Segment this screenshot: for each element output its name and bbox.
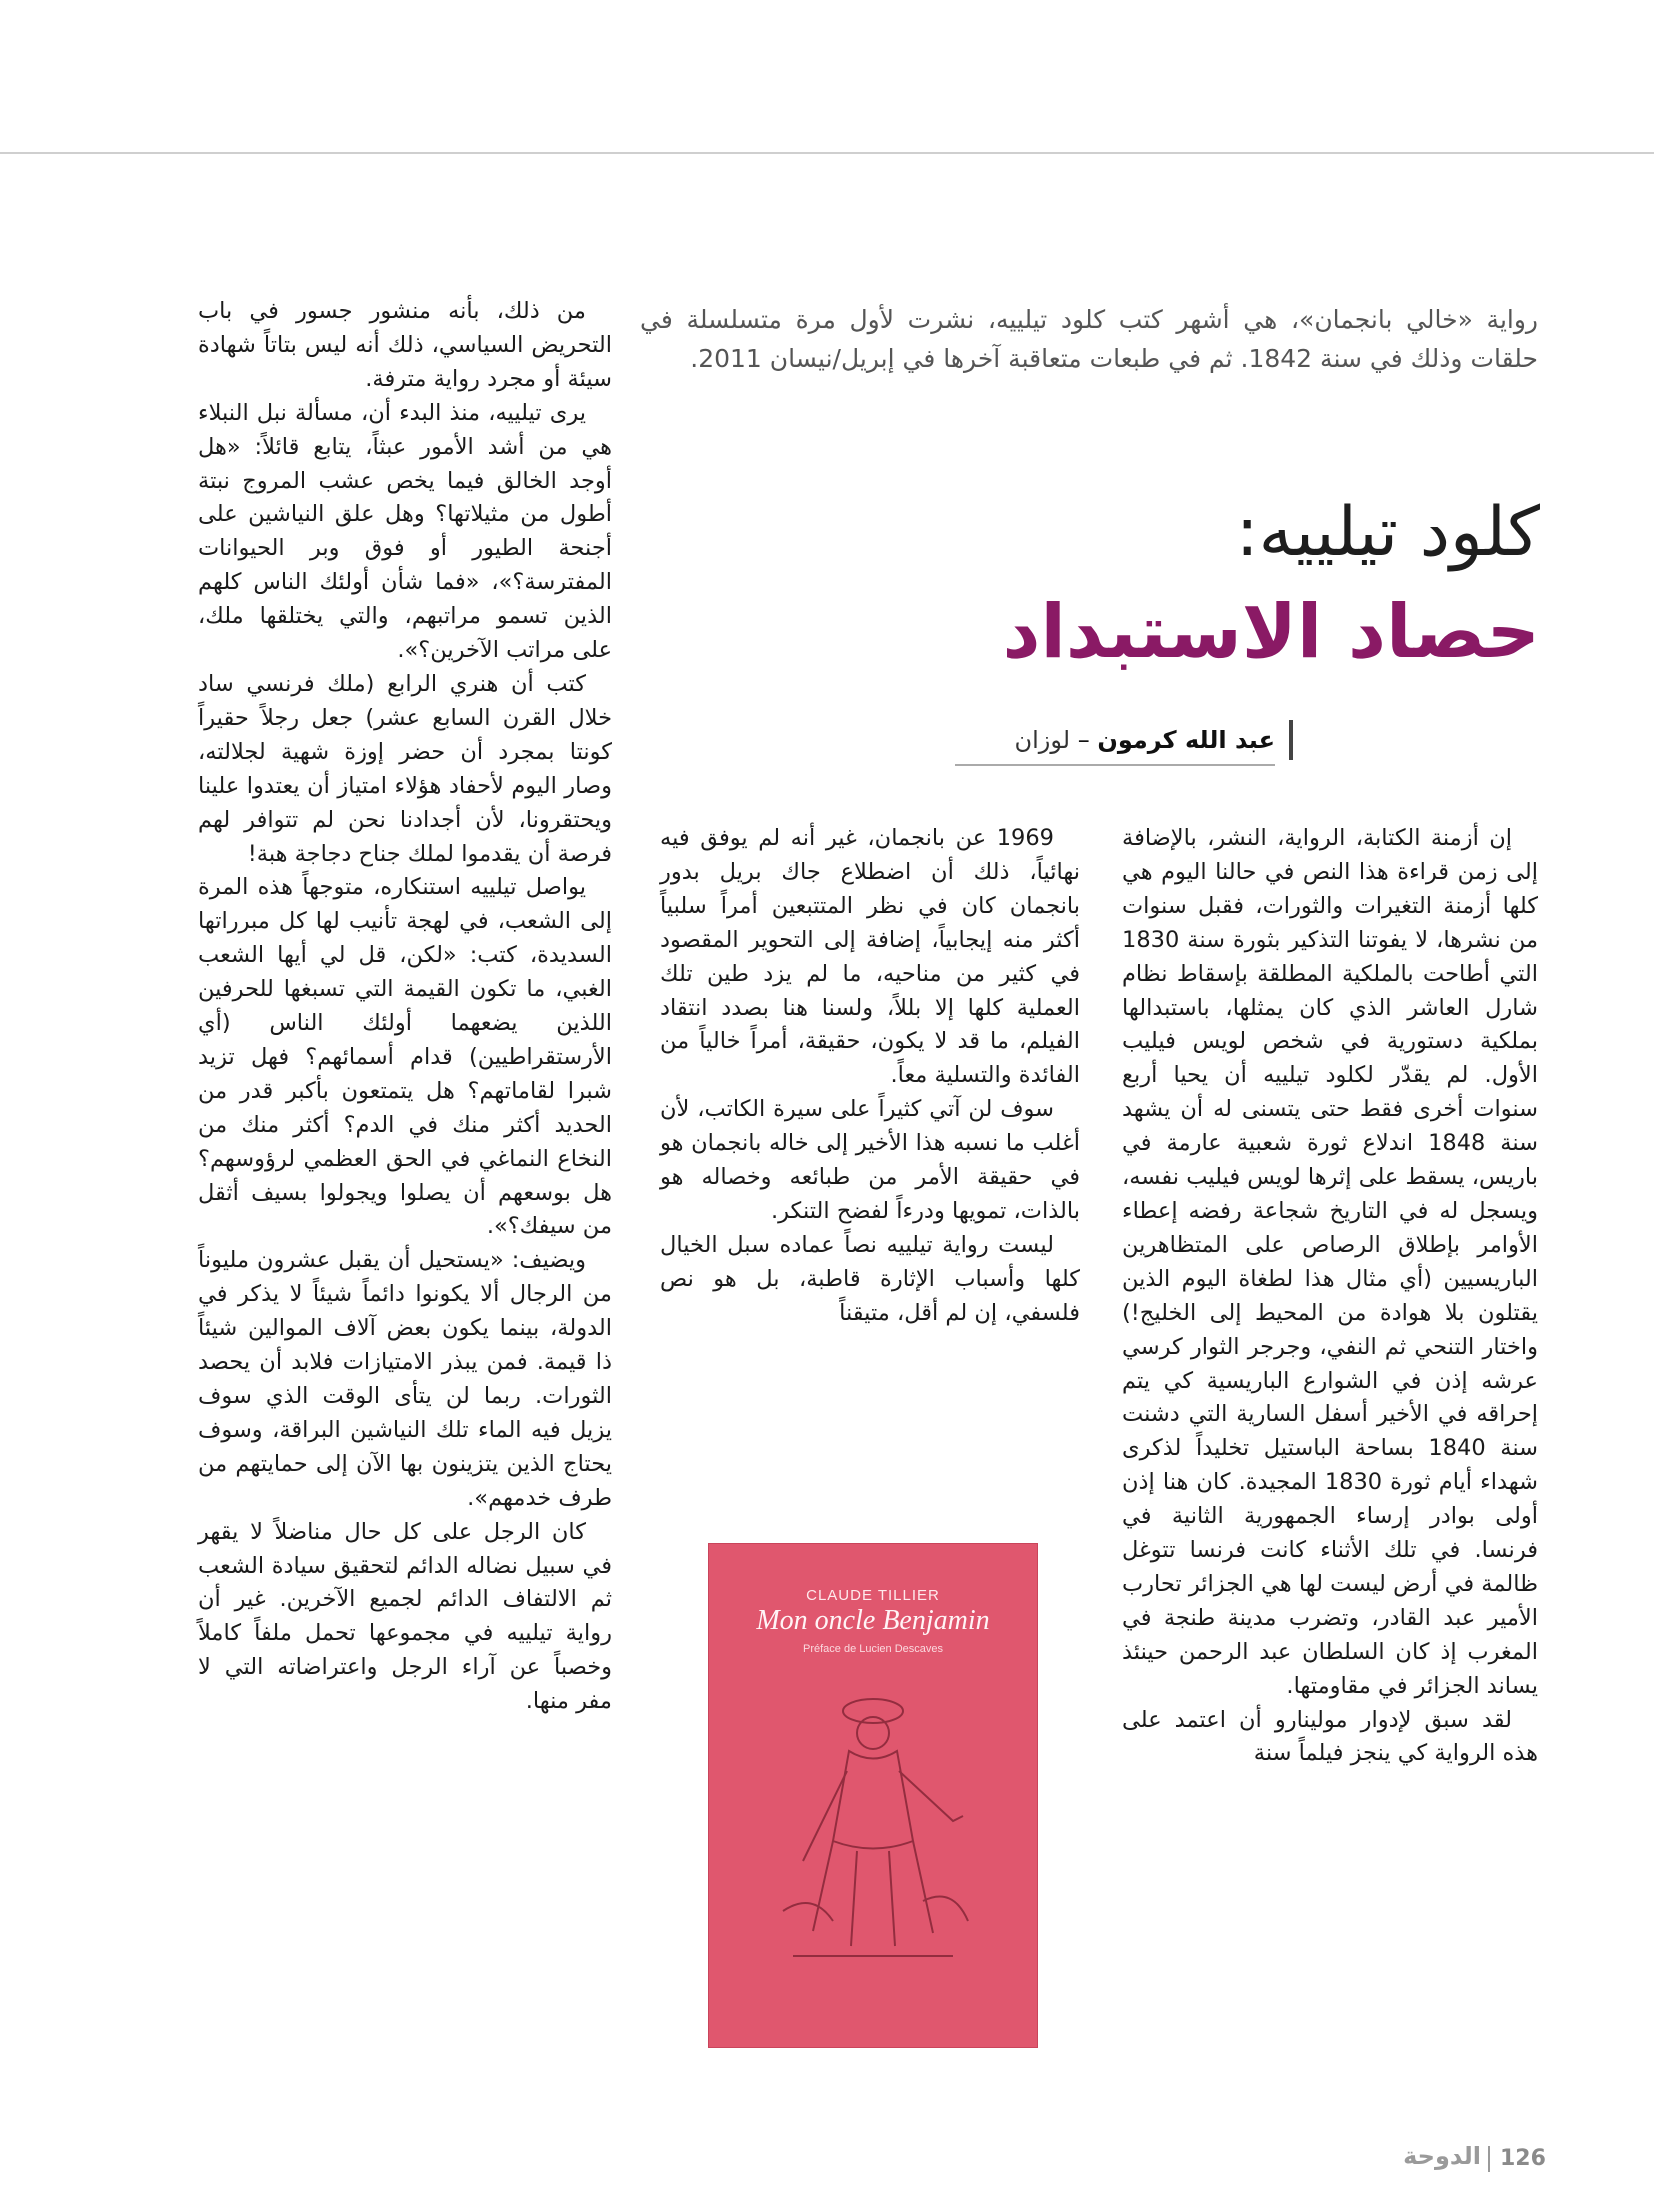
- magazine-logo: الدوحة: [1403, 2142, 1481, 2170]
- page-footer: [1385, 2138, 1546, 2178]
- cover-title: Mon oncle Benjamin: [756, 1605, 990, 1636]
- author-name: عبد الله كرمون: [1097, 726, 1275, 754]
- intro-paragraph: رواية «خالي بانجمان»، هي أشهر كتب كلود تيلييه، نشرت لأول مرة متسلسلة في حلقات وذلك في سنة 1842. ثم في طبعات متعاقبة آخرها في إبريل/نيسان 2011.: [640, 305, 1538, 373]
- paragraph: يواصل تيلييه استنكاره، متوجهاً هذه المرة إلى الشعب، في لهجة تأنيب لها كل مبرراتها السديدة، كتب: «لكن، قل لي أيها الشعب الغبي، ما تكون القيمة التي تسبغها للحرفين اللذين يضعهما أولئك الناس (أي الأرستقراطيين) قدام أسمائهم؟ فهل تزيد شبرا لقاماتهم؟ هل يتمتعون بأكبر قدر من الحديد أكثر منك في الدم؟ أكثر منك من النخاع النماغي في الحق العظمي لرؤوسهم؟ هل بوسعهم أن يصلوا ويجولوا بسيف أثقل من سيفك؟».: [198, 874, 612, 1240]
- cover-illustration: [753, 1671, 993, 1971]
- paragraph: ليست رواية تيلييه نصاً عماده سبل الخيال كلها وأسباب الإثارة قاطبة، بل هو نص فلسفي، إن لم أقل، متيقناً: [660, 1231, 1080, 1326]
- article-title-line2: حصاد الاستبداد: [1002, 589, 1540, 675]
- cover-subtitle: Préface de Lucien Descaves: [802, 1643, 944, 1655]
- paragraph: من ذلك، بأنه منشور جسور في باب التحريض السياسي، ذلك أنه ليس بتاتاً شهادة سيئة أو مجرد رواية مترفة.: [198, 298, 612, 392]
- book-cover-image: [708, 1543, 1038, 2048]
- byline-underline: [955, 764, 1275, 766]
- top-rule: [0, 152, 1654, 154]
- paragraph: كان الرجل على كل حال مناضلاً لا يقهر في سبيل نضاله الدائم لتحقيق سيادة الشعب ثم الالتفاف الدائم لجميع الآخرين. غير أن رواية تيلييه في مجموعها تحمل ملفاً كاملاً وخصباً عن آراء الرجل واعتراضاته التي لا مفر منها.: [198, 1518, 612, 1715]
- byline: [955, 720, 1293, 760]
- paragraph: سوف لن آتي كثيراً على سيرة الكاتب، لأن أغلب ما نسبه هذا الأخير إلى خاله بانجمان هو في حقيقة الأمر من طبائعه وخصاله هو بالذات، تمويها ودرءاً لفضح التنكر.: [660, 1096, 1080, 1224]
- paragraph: ويضيف: «يستحيل أن يقبل عشرون مليوناً من الرجال ألا يكونوا دائماً شيئاً لا يذكر في الدولة، بينما يكون بعض آلاف الموالين شيئاً ذا قيمة. فمن يبذر الامتيازات فلابد أن يحصد الثورات. ربما لن يتأى الوقت الذي سوف يزيل فيه الماء تلك النياشين البراقة، وسوف يحتاج الذين يتزينون بها الآن إلى حمايتهم من طرف خدمهم».: [198, 1247, 612, 1511]
- paragraph: 1969 عن بانجمان، غير أنه لم يوفق فيه نهائياً، ذلك أن اضطلاع جاك بريل بدور بانجمان كان في نظر المتتبعين أمراً سلبياً أكثر منه إيجابياً، إضافة إلى التحوير المقصود في كثير من مناحيه، ما لم يزد طين تلك العملية كلها إلا بللاً، ولسنا هنا بصدد انتقاد الفيلم، ما قد لا يكون، حقيقة، أمراً خالياً من الفائدة والتسلية معاً.: [660, 825, 1080, 1089]
- text-column-1: [1122, 822, 1538, 1771]
- cover-author: CLAUDE TILLIER: [806, 1587, 940, 1604]
- page-number: 126: [1500, 2146, 1546, 2171]
- footer-divider: [1488, 2146, 1490, 2172]
- paragraph: إن أزمنة الكتابة، الرواية، النشر، بالإضافة إلى زمن قراءة هذا النص في حالنا اليوم هي كلها أزمنة التغيرات والثورات، فقبل سنوات من نشرها، لا يفوتنا التذكير بثورة سنة 1830 التي أطاحت بالملكية المطلقة بإسقاط نظام شارل العاشر الذي كان يمثلها، باستبدالها بملكية دستورية في شخص لويس فيليب الأول. لم يقدّر لكلود تيلييه أن يحيا أربع سنوات أخرى فقط حتى يتسنى له أن يشهد سنة 1848 اندلاع ثورة شعبية عارمة في باريس، يسقط على إثرها لويس فيليب نفسه، ويسجل له في التاريخ شجاعة رفضه إعطاء الأوامر بإطلاق الرصاص على المتظاهرين الباريسيين (أي مثال هذا لطغاة اليوم الذين يقتلون بلا هوادة من المحيط إلى الخليج!) واختار التنحي ثم النفي، وجرجر الثوار كرسي عرشه إذن في الشوارع الباريسية كي يتم إحراقه في الأخير أسفل السارية التي دشنت سنة 1840 بساحة الباستيل تخليداً لذكرى شهداء أيام ثورة 1830 المجيدة. كان هنا إذن أولى بوادر إرساء الجمهورية الثانية في فرنسا. في تلك الأثناء كانت فرنسا تتوغل ظالمة في أرض ليست لها هي الجزائر تحارب الأمير عبد القادر، وتضرب مدينة طنجة في المغرب إذ كان السلطان عبد الرحمن حينئذ يساند الجزائر في مقاومتها.: [1122, 825, 1539, 1699]
- text-column-3: [198, 295, 612, 1719]
- byline-separator: –: [1077, 726, 1090, 754]
- paragraph: كتب أن هنري الرابع (ملك فرنسي ساد خلال القرن السابع عشر) جعل رجلاً حقيراً كونتا بمجرد أن حضر إوزة شهية لجلالته، وصار اليوم لأحفاد هؤلاء امتياز أن يعتدوا علينا ويحتقرونا، لأن أجدادنا نحن لم تتوافر لهم فرصة أن يقدموا لملك جناح دجاجة هبة!: [198, 670, 612, 867]
- article-title-line1: كلود تيلييه:: [1235, 493, 1540, 572]
- paragraph: يرى تيلييه، منذ البدء أن، مسألة نبل النبلاء هي من أشد الأمور عبثاً، يتابع قائلاً: «هل أوجد الخالق فيما يخص عشب المروج نبتة أطول من مثيلاتها؟ وهل علق النياشين على أجنحة الطيور أو فوق وبر الحيوانات المفترسة؟»، «فما شأن أولئك الناس كلهم الذين تسمو مراتبهم، والتي يختلقها ملك، على مراتب الآخرين؟».: [198, 399, 612, 664]
- paragraph: لقد سبق لإدوار مولينارو أن اعتمد على هذه الرواية كي ينجز فيلماً سنة: [1122, 1706, 1538, 1767]
- byline-place: لوزان: [1014, 726, 1071, 754]
- text-column-2: [660, 822, 1080, 1331]
